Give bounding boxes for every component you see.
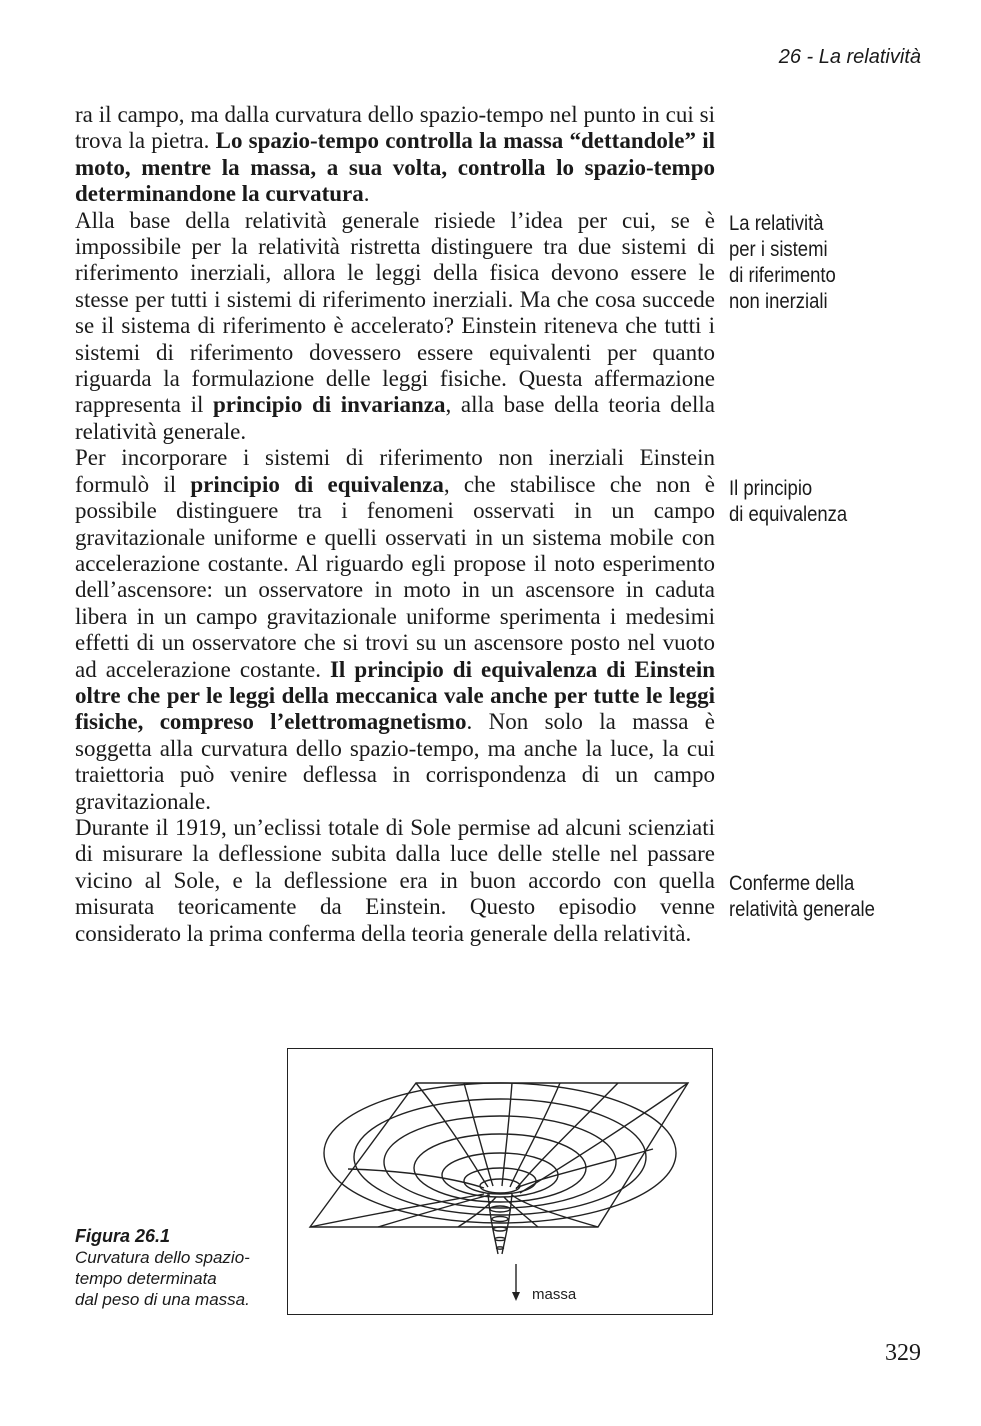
figure-spacetime-curvature [287,1048,713,1315]
bold-text: Lo spazio-tempo controlla la massa “dettandole” il moto, mentre la massa, a sua volta, controlla lo spazio-tempo determinandone la curvatura [75,128,716,207]
sidenote-line: per i sistemi [729,238,828,261]
sidenote-line: di riferimento [729,264,836,287]
bold-text: principio di equivalenza [190,471,444,497]
sidenote-noninertial [729,211,836,315]
sidenote-line: non inerziali [729,290,828,313]
sidenote-line: Il principio [729,477,813,500]
text-run: . [363,181,370,207]
caption-line: tempo determinata [75,1269,217,1288]
arrow-head [512,1292,520,1301]
sidenote-line: Conferme della [729,872,855,895]
caption-line: dal peso di una massa. [75,1290,250,1309]
text-run: Durante il 1919, un’eclissi totale di Sole permise ad alcuni scienziati di misurare la deflessione subita dalla luce delle stelle nel passare vicino al Sole, e la deflessione era in buon accordo con quella misurata teoricamente da Einstein. Questo episodio venne considerato la prima conferma della teoria generale della relatività. [75,814,715,946]
sidenote-confirmations [729,871,875,923]
figure-caption [75,1226,250,1310]
paragraph [75,208,715,446]
bold-text: principio di invarianza [212,392,446,418]
sidenote-equivalence [729,476,847,528]
body-text [75,102,715,947]
bold-text: Il principio di equivalenza di Einstein oltre che per le leggi della meccanica vale anche per tutte le leggi fisiche, compreso l’elettromagnetismo [75,656,715,735]
sidenote-line: di equivalenza [729,503,848,526]
text-run: Per incorporare i sistemi di riferimento non inerziali Einstein formulò il [75,445,715,497]
sidenote-line: La relatività [729,212,824,235]
text-run: . Non solo la massa è soggetta alla curvatura dello spazio-tempo, ma anche la luce, la cui traiettoria può venire deflessa in corrispondenza di un campo gravitazionale. [75,709,716,814]
page-number: 329 [885,1340,921,1366]
caption-line: Curvatura dello spazio- [75,1248,250,1267]
sidenote-line: relatività generale [729,898,875,921]
text-run: , che stabilisce che non è possibile distinguere tra i fenomeni osservati in un campo gravitazionale uniforme e quelli osservati in un sistema mobile con accelerazione costante. Al riguardo egli propose il noto esperimento dell’ascensore: un osservatore in moto in un ascensore in caduta libera in un campo gravitazionale uniforme sperimenta i medesimi effetti di un osservatore che si trovi su un ascensore posto nel vuoto ad accelerazione costante. [75,471,715,682]
text-run: , alla base della teoria della relatività generale. [75,392,715,444]
text-run: Alla base della relatività generale risiede l’idea per cui, se è impossibile per la relatività ristretta distinguere tra due sistemi di riferimento inerziali, allora le leggi della fisica devono essere le stesse per tutti i sistemi di riferimento inerziali. Ma che cosa succede se il sistema di riferimento è accelerato? Einstein riteneva che tutti i sistemi di riferimento dovessero essere equivalenti per quanto riguarda la formulazione delle leggi fisiche. Questa affermazione rappresenta il [75,207,715,418]
running-header: 26 - La relatività [778,46,921,68]
spacetime-grid-illustration [288,1049,712,1314]
mass-label: massa [532,1286,577,1303]
text-run: ra il campo, ma dalla curvatura dello spazio-tempo nel punto in cui si trova la pietra. [75,102,715,154]
caption-title: Figura 26.1 [75,1226,171,1246]
paragraph [75,102,715,208]
paragraph [75,815,715,947]
paragraph [75,445,715,815]
